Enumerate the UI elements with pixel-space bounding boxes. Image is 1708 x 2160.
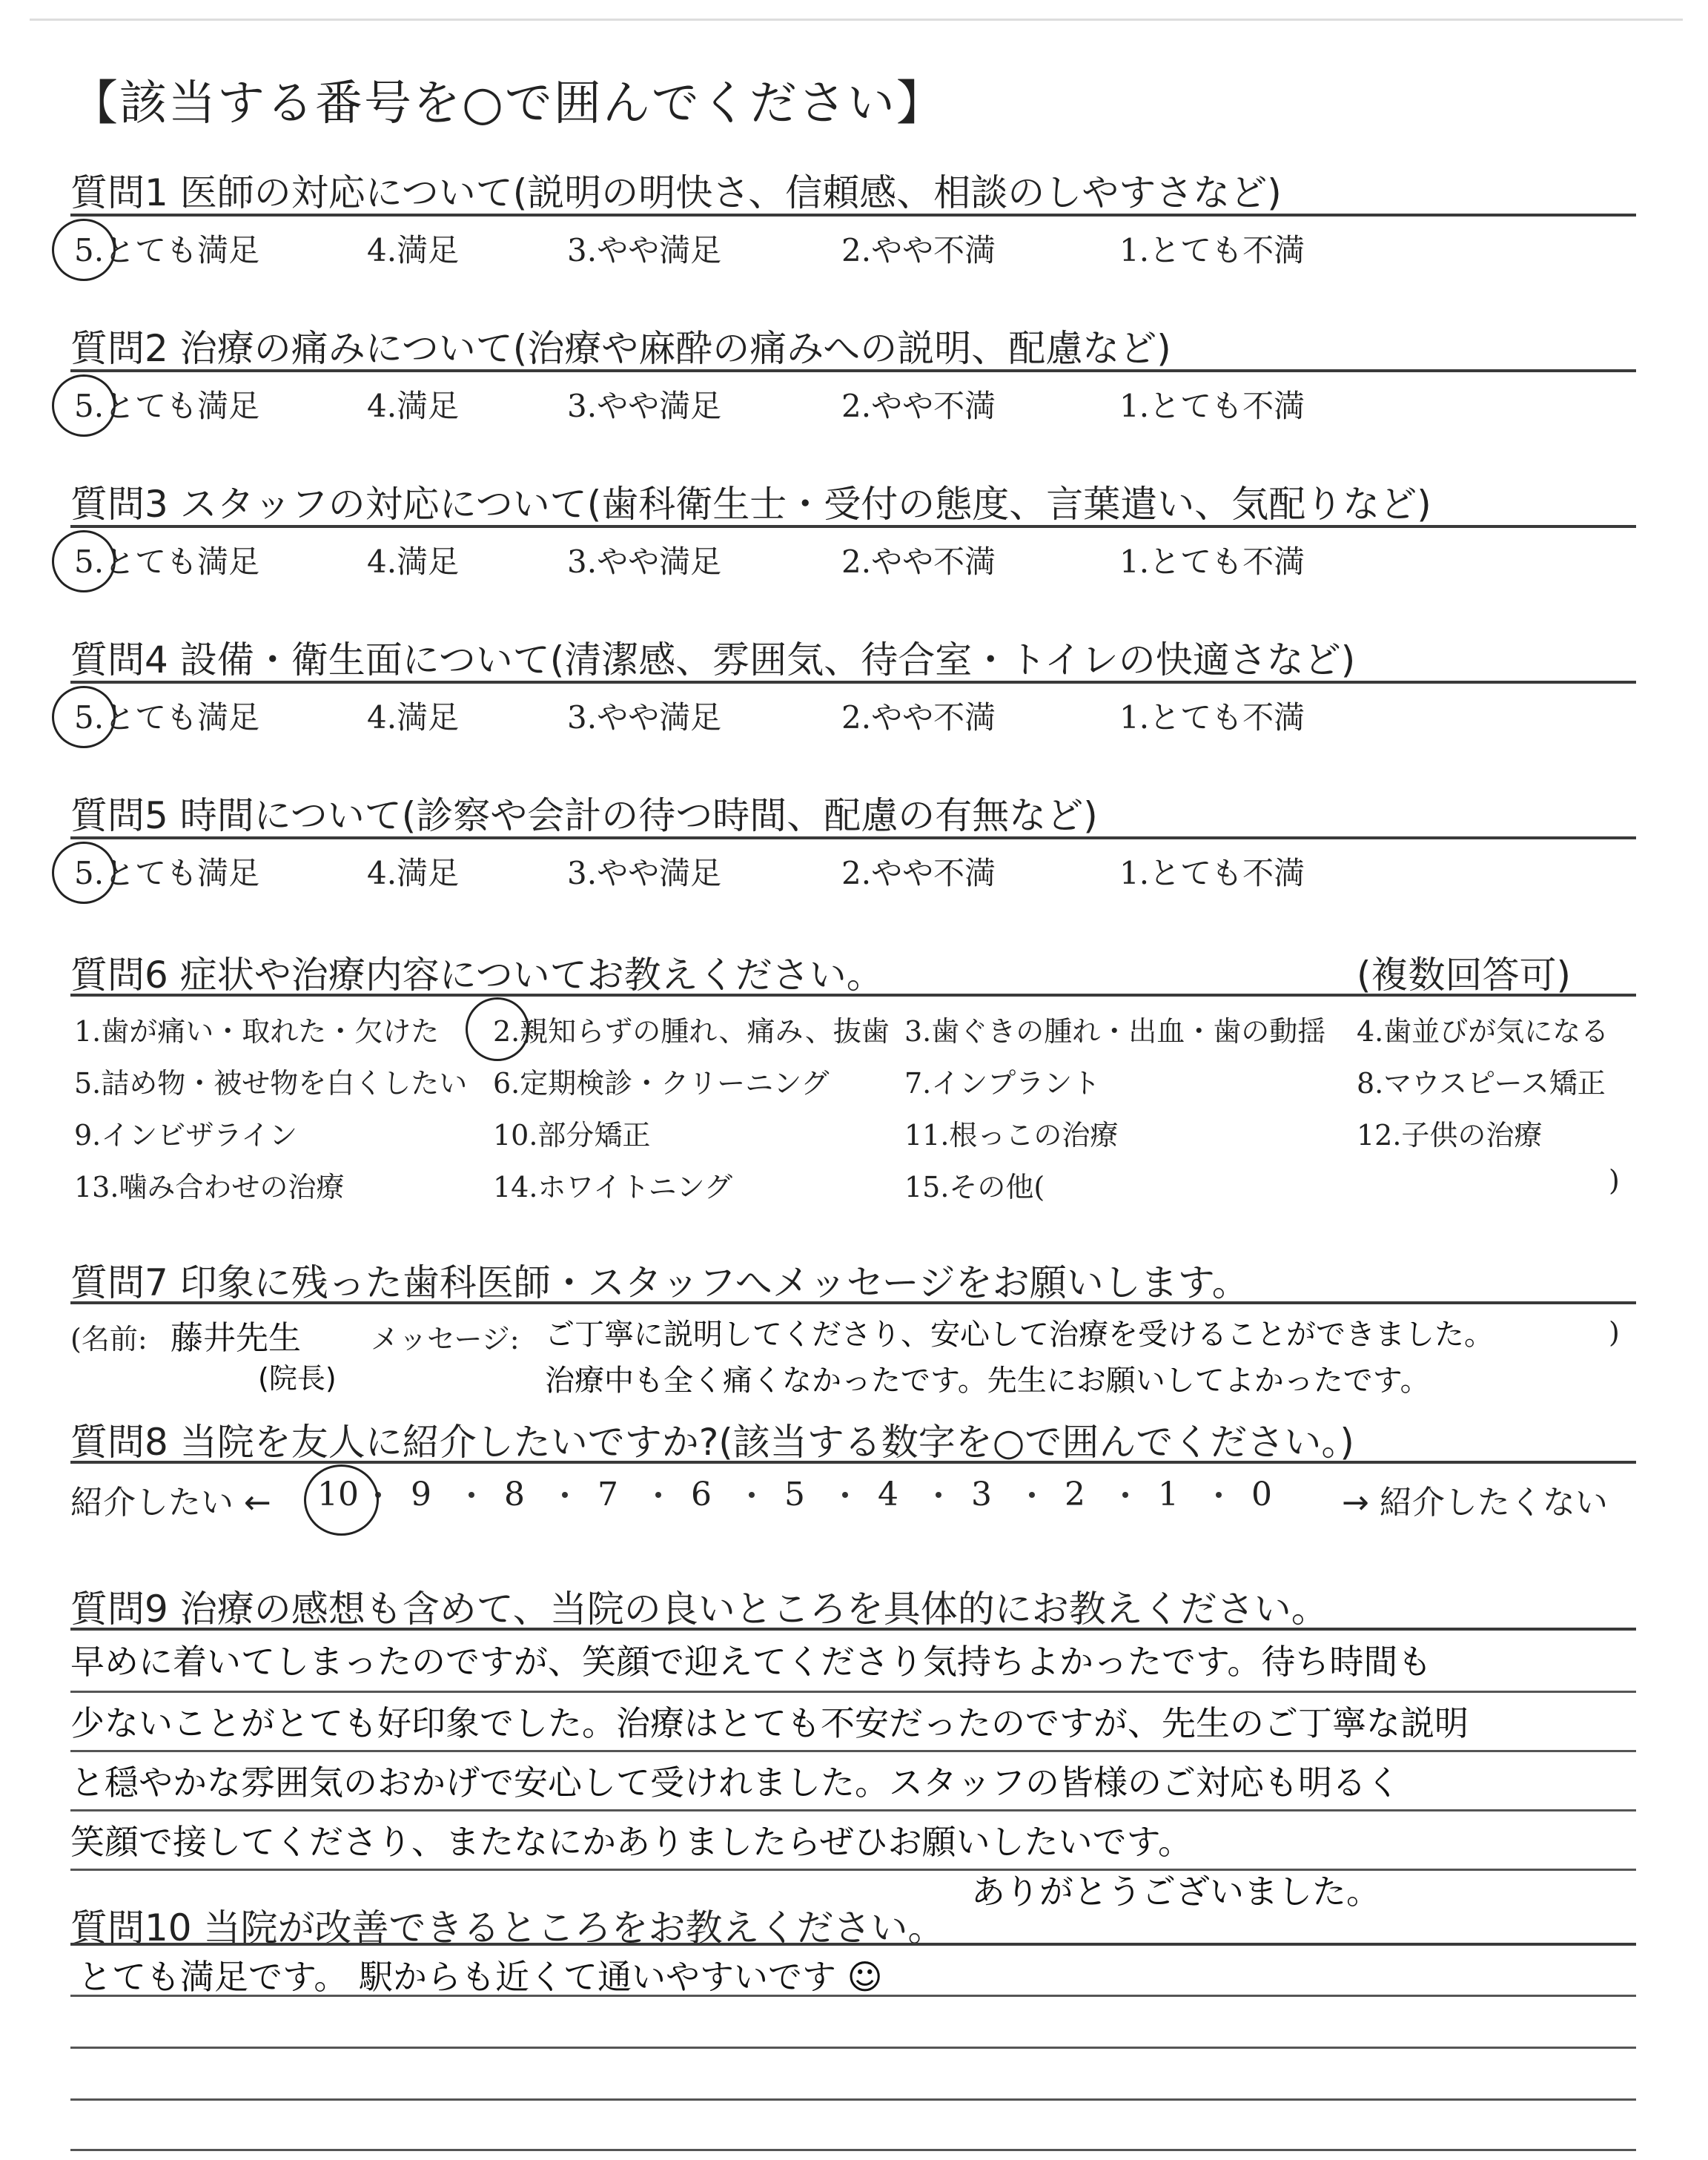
q2-option[interactable]: 5.とても満足: [74, 388, 260, 424]
q2-option[interactable]: 1.とても不満: [1119, 388, 1305, 424]
q6-rule: [70, 994, 1636, 997]
q8-number-0[interactable]: 0: [1251, 1476, 1272, 1513]
q7-message-line1: ご丁寧に説明してくださり、安心して治療を受けることができました。: [545, 1318, 1494, 1352]
q8-question: 質問8 当院を友人に紹介したいですか?(該当する数字を○で囲んでください。): [70, 1421, 1354, 1464]
q10-line-4: [70, 2149, 1636, 2151]
q6-option-1[interactable]: 1.歯が痛い・取れた・欠けた: [74, 1015, 440, 1048]
q1-option[interactable]: 3.やや満足: [567, 232, 722, 268]
q8-number-8[interactable]: 8: [504, 1476, 525, 1513]
q8-separator-dot: [936, 1492, 941, 1498]
q3-option[interactable]: 3.やや満足: [567, 544, 722, 580]
q2-option[interactable]: 2.やや不満: [841, 388, 996, 424]
q7-message-label: メッセージ:: [371, 1323, 520, 1355]
q1-option[interactable]: 2.やや不満: [841, 232, 996, 268]
q1-selected-circle: [52, 219, 116, 281]
q10-question: 質問10 当院が改善できるところをお教えください。: [70, 1906, 945, 1949]
q8-selected-circle: [304, 1464, 379, 1536]
q3-option[interactable]: 4.満足: [367, 544, 460, 580]
q6-option-15[interactable]: 15.その他(: [904, 1171, 1045, 1203]
q8-number-2[interactable]: 2: [1065, 1476, 1085, 1513]
q10-line-2: [70, 2047, 1636, 2049]
q8-rule: [70, 1461, 1636, 1464]
q8-number-3[interactable]: 3: [971, 1476, 992, 1513]
q8-separator-dot: [1122, 1492, 1128, 1498]
q8-separator-dot: [842, 1492, 848, 1498]
q3-option[interactable]: 5.とても満足: [74, 544, 260, 580]
q8-separator-dot: [655, 1492, 661, 1498]
q10-line-3: [70, 2098, 1636, 2101]
q6-note: (複数回答可): [1357, 954, 1572, 997]
q4-option[interactable]: 2.やや不満: [841, 699, 996, 736]
q9-rule: [70, 1628, 1636, 1631]
q8-number-6[interactable]: 6: [691, 1476, 712, 1513]
q3-question: 質問3 スタッフの対応について(歯科衛生士・受付の態度、言葉遣い、気配りなど): [70, 483, 1431, 526]
q8-number-4[interactable]: 4: [878, 1476, 898, 1513]
q6-option-10[interactable]: 10.部分矯正: [493, 1119, 651, 1152]
q8-separator-dot: [1029, 1492, 1035, 1498]
q9-question: 質問9 治療の感想も含めて、当院の良いところを具体的にお教えください。: [70, 1588, 1328, 1631]
q5-option[interactable]: 1.とても不満: [1119, 855, 1305, 891]
q1-rule: [70, 214, 1636, 217]
q5-rule: [70, 836, 1636, 839]
q10-rule: [70, 1943, 1636, 1946]
q2-question: 質問2 治療の痛みについて(治療や麻酔の痛みへの説明、配慮など): [70, 327, 1171, 370]
q6-question: 質問6 症状や治療内容についてお教えください。: [70, 954, 884, 997]
q7-name-value: 藤井先生: [171, 1319, 301, 1357]
q9-answer-line4: 笑顔で接してくださり、またなにかありましたらぜひお願いしたいです。: [70, 1822, 1192, 1862]
q9-line-1: [70, 1691, 1636, 1693]
q8-right-label: → 紹介したくない: [1342, 1484, 1608, 1522]
q9-line-4: [70, 1869, 1636, 1871]
q8-separator-dot: [1216, 1492, 1222, 1498]
q2-rule: [70, 369, 1636, 372]
q6-option-5[interactable]: 5.詰め物・被せ物を白くしたい: [74, 1067, 468, 1100]
q6-selected-circle: [466, 997, 529, 1061]
q4-option[interactable]: 1.とても不満: [1119, 699, 1305, 736]
q4-option[interactable]: 4.満足: [367, 699, 460, 736]
q6-option-2[interactable]: 2.親知らずの腫れ、痛み、抜歯: [493, 1015, 890, 1048]
q3-selected-circle: [52, 530, 116, 592]
q6-option-6[interactable]: 6.定期検診・クリーニング: [493, 1067, 830, 1100]
q5-option[interactable]: 2.やや不満: [841, 855, 996, 891]
q2-option[interactable]: 4.満足: [367, 388, 460, 424]
q7-close-paren: ): [1609, 1316, 1620, 1349]
q9-line-3: [70, 1809, 1636, 1811]
q7-question: 質問7 印象に残った歯科医師・スタッフへメッセージをお願いします。: [70, 1261, 1249, 1304]
q7-rule: [70, 1301, 1636, 1304]
q8-separator-dot: [562, 1492, 568, 1498]
q6-option-9[interactable]: 9.インビザライン: [74, 1119, 298, 1152]
q3-rule: [70, 525, 1636, 528]
q5-question: 質問5 時間について(診察や会計の待つ時間、配慮の有無など): [70, 794, 1098, 837]
q6-option-14[interactable]: 14.ホワイトニング: [493, 1171, 733, 1203]
q1-option[interactable]: 5.とても満足: [74, 232, 260, 268]
q6-other-close-paren: ): [1609, 1164, 1620, 1197]
q2-option[interactable]: 3.やや満足: [567, 388, 722, 424]
q8-number-7[interactable]: 7: [598, 1476, 618, 1513]
q8-left-label: 紹介したい ←: [70, 1484, 271, 1522]
q4-selected-circle: [52, 686, 116, 748]
q9-line-2: [70, 1750, 1636, 1752]
top-border: [30, 19, 1683, 21]
q8-number-9[interactable]: 9: [411, 1476, 431, 1513]
q7-message-line2: 治療中も全く痛くなかったです。先生にお願いしてよかったです。: [545, 1364, 1430, 1398]
q6-option-12[interactable]: 12.子供の治療: [1357, 1119, 1543, 1152]
q5-option[interactable]: 5.とても満足: [74, 855, 260, 891]
q5-option[interactable]: 3.やや満足: [567, 855, 722, 891]
q4-option[interactable]: 3.やや満足: [567, 699, 722, 736]
q8-separator-dot: [469, 1492, 474, 1498]
q9-answer-line5: ありがとうございました。: [971, 1872, 1380, 1912]
q6-option-4[interactable]: 4.歯並びが気になる: [1357, 1015, 1609, 1048]
q4-rule: [70, 681, 1636, 684]
q6-option-3[interactable]: 3.歯ぐきの腫れ・出血・歯の動揺: [904, 1015, 1326, 1048]
page-title: 【該当する番号を○で囲んでください】: [70, 76, 945, 131]
q8-number-5[interactable]: 5: [784, 1476, 805, 1513]
q2-selected-circle: [52, 374, 116, 437]
q9-answer-line2: 少ないことがとても好印象でした。治療はとても不安だったのですが、先生のご丁寧な説明: [70, 1703, 1469, 1743]
q8-number-10[interactable]: 10: [317, 1476, 359, 1513]
q8-separator-dot: [749, 1492, 755, 1498]
q1-option[interactable]: 1.とても不満: [1119, 232, 1305, 268]
q4-question: 質問4 設備・衛生面について(清潔感、雰囲気、待合室・トイレの快適さなど): [70, 638, 1356, 681]
q7-name-sub: (院長): [258, 1362, 337, 1395]
q5-selected-circle: [52, 842, 116, 904]
q6-option-13[interactable]: 13.噛み合わせの治療: [74, 1171, 345, 1203]
q5-option[interactable]: 4.満足: [367, 855, 460, 891]
q10-answer: とても満足です。 駅からも近くて通いやすいです ☺: [78, 1957, 883, 1997]
q9-answer-line1: 早めに着いてしまったのですが、笑顔で迎えてくださり気持ちよかったです。待ち時間も: [70, 1642, 1432, 1682]
q8-number-1[interactable]: 1: [1158, 1476, 1179, 1513]
q9-answer-line3: と穏やかな雰囲気のおかげで安心して受けれました。スタッフの皆様のご対応も明るく: [70, 1763, 1400, 1803]
q10-line-1: [70, 1995, 1636, 1997]
q4-option[interactable]: 5.とても満足: [74, 699, 260, 736]
q3-option[interactable]: 2.やや不満: [841, 544, 996, 580]
q3-option[interactable]: 1.とても不満: [1119, 544, 1305, 580]
q6-option-7[interactable]: 7.インプラント: [904, 1067, 1101, 1100]
q6-option-11[interactable]: 11.根っこの治療: [904, 1119, 1119, 1152]
q1-question: 質問1 医師の対応について(説明の明快さ、信頼感、相談のしやすさなど): [70, 171, 1282, 214]
q7-name-label: (名前:: [70, 1323, 148, 1355]
q1-option[interactable]: 4.満足: [367, 232, 460, 268]
q6-option-8[interactable]: 8.マウスピース矯正: [1357, 1067, 1606, 1100]
